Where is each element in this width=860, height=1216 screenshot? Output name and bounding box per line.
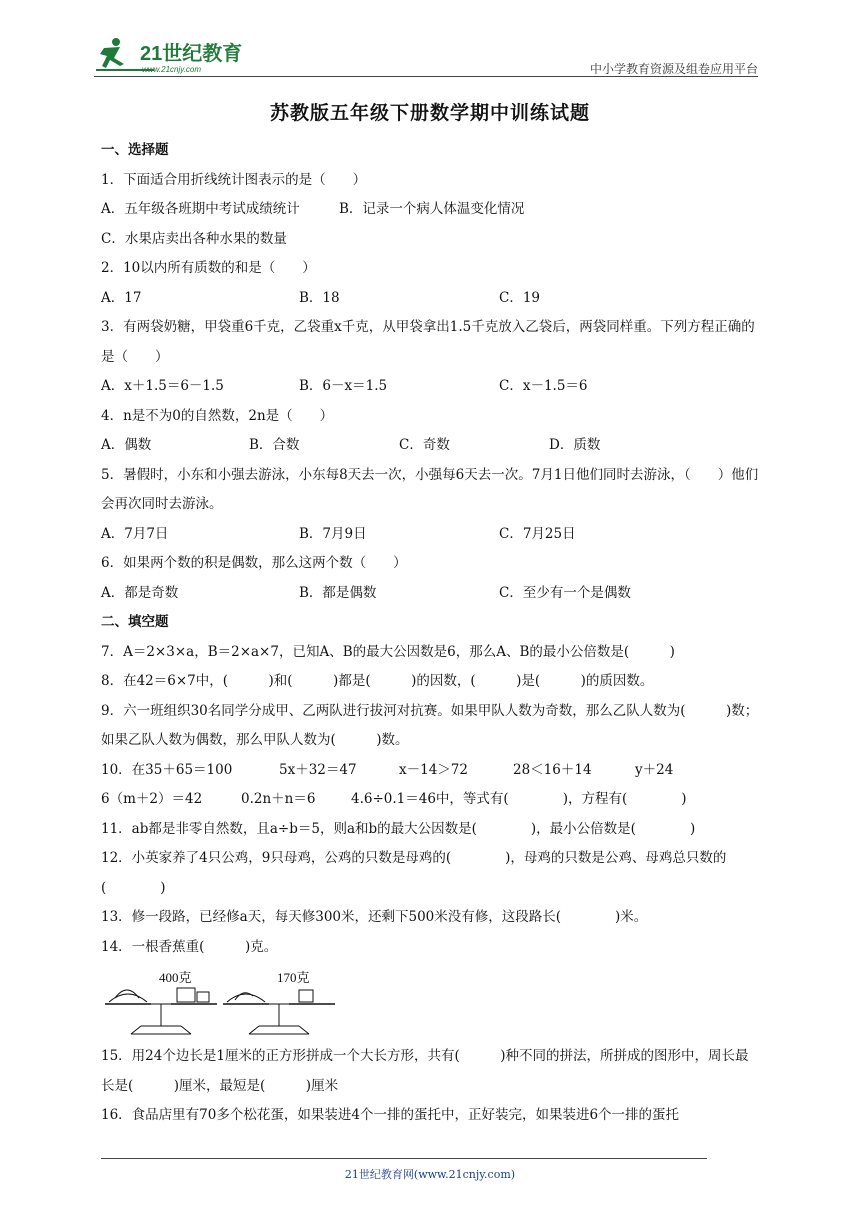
page-header [94,30,758,78]
question-1-options [101,195,761,225]
expression: y＋24 [635,761,674,778]
question-2-options [101,284,761,314]
question-4: 4．n是不为0的自然数，2n是（ ） [101,407,334,424]
expression: 4.6÷0.1＝46中，等式有( )，方程有( ) [351,791,687,807]
question-1-option-c: C．水果店卖出各种水果的数量 [101,230,287,247]
expression: 6（m＋2）＝42 [101,791,203,807]
balance-scale-icon [101,968,221,1038]
option-a: A．x＋1.5＝6－1.5 [101,378,224,394]
option-a: A．17 [101,289,142,306]
question-10-line-2 [101,785,761,815]
section-heading: 一、选择题 [101,142,169,158]
expression: x－14＞72 [399,761,468,778]
question-11: 11．ab都是非零自然数，且a÷b＝5，则a和b的最大公因数是( )，最小公倍数是( ) [101,820,696,837]
section-heading: 二、填空题 [101,614,169,630]
question-5-options [101,520,761,550]
header-rule [94,76,758,77]
question-16: 16．食品店里有70多个松花蛋，如果装进4个一排的蛋托中，正好装完，如果装进6个一排的蛋托 [101,1107,680,1123]
option-c: C．7月25日 [499,525,576,542]
footer-text: 21世纪教育网(www.21cnjy.com) [344,1168,516,1181]
expression: 28＜16＋14 [513,761,592,778]
option-a: A．7月7日 [101,525,169,542]
option-b: B．7月9日 [299,525,367,542]
question-14: 14．一根香蕉重( )克。 [101,938,278,955]
option-c: C．19 [499,289,541,306]
question-4-options [101,431,761,461]
logo [94,34,264,74]
option-c: C．奇数 [399,437,450,453]
question-8: 8．在42＝6×7中，( )和( )都是( )的因数，( )是( )的质因数。 [101,673,654,689]
question-3-options [101,372,761,402]
option-d: D．质数 [549,437,601,453]
exam-content [101,136,761,1131]
option-a: A．偶数 [101,437,152,453]
question-5: 5．暑假时，小东和小强去游泳，小东每8天去一次，小强每6天去一次。7月1日他们同时去游泳，（ ）他们会再次同时去游泳。 [101,466,759,512]
question-2: 2．10以内所有质数的和是（ ） [101,260,316,276]
question-7: 7．A＝2×3×a，B＝2×a×7，已知A、B的最大公因数是6，那么A、B的最小公倍数是( ) [101,643,675,660]
footer-rule [101,1158,707,1159]
option-a: A．五年级各班期中考试成绩统计 [101,201,300,217]
option-c: C．x－1.5＝6 [499,378,588,394]
option-a: A．都是奇数 [101,584,179,601]
question-6-options [101,579,761,609]
expression: 10．在35＋65＝100 [101,761,233,778]
question-15: 15．用24个边长是1厘米的正方形拼成一个大长方形，共有( )种不同的拼法，所拼成的图形中，周长最长是( )厘米，最短是( )厘米 [101,1048,749,1094]
platform-name: 中小学教育资源及组卷应用平台 [589,62,758,76]
logo-text: 21世纪教育 [140,43,243,65]
scale-label: 400克 [159,970,192,985]
option-b: B．18 [299,289,340,306]
option-b: B．都是偶数 [299,584,377,601]
balance-scale-icon [219,968,339,1038]
expression: 0.2n＋n＝6 [241,791,316,807]
option-b: B．记录一个病人体温变化情况 [339,201,525,217]
option-b: B．6－x＝1.5 [299,378,388,394]
logo-url: www.21cnjy.com [142,65,201,74]
question-12: 12．小英家养了4只公鸡，9只母鸡，公鸡的只数是母鸡的( )，母鸡的只数是公鸡、母鸡总只数的( ) [101,850,727,896]
expression: 5x＋32＝47 [279,761,357,778]
question-13: 13．修一段路，已经修a天，每天修300米，还剩下500米没有修，这段路长( )米。 [101,909,648,925]
question-3: 3．有两袋奶糖，甲袋重6千克，乙袋重x千克，从甲袋拿出1.5千克放入乙袋后，两袋同样重。下列方程正确的是（ ） [101,319,755,365]
page-title: 苏教版五年级下册数学期中训练试题 [269,102,590,124]
scale-figures [101,962,761,1042]
scale-label: 170克 [277,970,310,985]
question-9: 9．六一班组织30名同学分成甲、乙两队进行拔河对抗赛。如果甲队人数为奇数，那么乙队人数为( )数；如果乙队人数为偶数，那么甲队人数为( )数。 [101,702,759,748]
option-b: B．合数 [249,437,300,453]
question-6: 6．如果两个数的积是偶数，那么这两个数（ ） [101,555,407,571]
question-1: 1．下面适合用折线统计图表示的是（ ） [101,171,367,188]
option-c: C．至少有一个是偶数 [499,584,631,601]
question-10-line-1 [101,756,761,786]
